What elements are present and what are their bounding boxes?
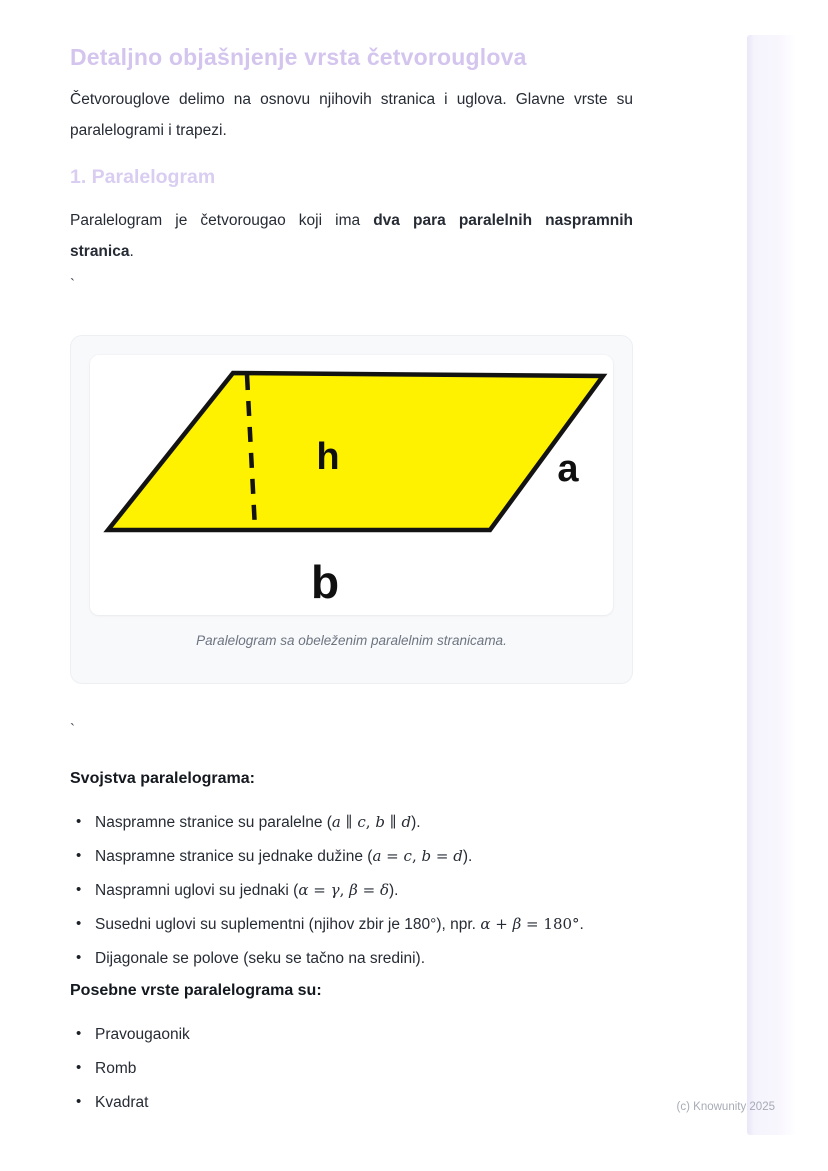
paragraph-line — [70, 205, 633, 236]
text-run: paralelogrami i trapezi. — [70, 122, 227, 139]
bullet-text — [95, 882, 398, 899]
section-heading-paralelogram: 1. Paralelogram — [70, 166, 216, 188]
bullet-item — [70, 1024, 633, 1045]
text-run: Pravougaonik — [95, 1026, 190, 1043]
figure-caption: Paralelogram sa obeleženim paralelnim stranicama. — [196, 633, 507, 648]
bullet-text — [95, 1026, 190, 1043]
bullet-text — [95, 1060, 136, 1077]
bullet-text — [95, 1094, 148, 1111]
bold-text: stranica — [70, 243, 130, 260]
bold-text: dva para paralelnih naspramnih — [373, 212, 633, 229]
bullet-text — [95, 848, 472, 865]
text-run: Romb — [95, 1060, 137, 1077]
figure-image — [90, 355, 613, 615]
bullet-dot: • — [76, 1093, 82, 1110]
bullet-text — [95, 950, 425, 967]
bullet-text — [95, 814, 421, 831]
text-run: Naspramne stranice su paralelne ( — [95, 814, 332, 831]
bullet-dot: • — [76, 813, 82, 830]
text-run: Naspramne stranice su jednake dužine ( — [95, 848, 373, 865]
text-run: Četvorouglove delimo na osnovu njihovih stranica i uglova. Glavne vrste su — [70, 91, 633, 108]
bullet-item — [70, 1058, 633, 1079]
text-run: . — [129, 243, 134, 260]
parallelogram-diagram — [90, 355, 613, 615]
bullet-dot: • — [76, 949, 82, 966]
lead-paragraph — [70, 205, 633, 267]
bullet-dot: • — [76, 1059, 82, 1076]
stray-backtick: ` — [70, 721, 75, 738]
text-run: ). — [462, 848, 473, 865]
bullet-dot: • — [76, 847, 82, 864]
text-run: ). — [388, 882, 399, 899]
properties-list — [70, 812, 633, 969]
page-title: Detaljno objašnjenje vrsta četvorouglova — [70, 44, 527, 70]
bullet-item — [70, 1092, 633, 1113]
paragraph-line — [70, 84, 633, 115]
text-run: Paralelogram je četvorougao koji ima — [70, 212, 374, 229]
text-run: . — [579, 916, 584, 933]
math-expression: a ∥ c, b ∥ d — [331, 813, 412, 831]
label-a: a — [557, 448, 579, 490]
bullet-dot: • — [76, 881, 82, 898]
figure-card — [70, 335, 633, 684]
intro-paragraph — [70, 84, 633, 146]
text-run: Dijagonale se polove (seku se tačno na sredini). — [95, 950, 425, 967]
special-list — [70, 1024, 633, 1113]
stray-backtick: ` — [70, 276, 75, 293]
label-b: b — [310, 556, 340, 608]
bullet-item — [70, 880, 633, 901]
document-content — [70, 44, 633, 1126]
bullet-item — [70, 948, 633, 969]
special-heading: Posebne vrste paralelograma su: — [70, 982, 322, 999]
text-run: Kvadrat — [95, 1094, 149, 1111]
text-run: Naspramni uglovi su jednaki ( — [95, 882, 299, 899]
bullet-item — [70, 812, 633, 833]
page-edge-strip — [747, 35, 795, 1135]
text-run: ). — [411, 814, 421, 831]
label-h: h — [316, 436, 340, 478]
bullet-text — [95, 916, 584, 933]
math-expression: α = γ, β = δ — [298, 881, 389, 899]
paragraph-line — [70, 236, 633, 267]
math-expression: α + β = 180° — [480, 915, 580, 933]
properties-heading: Svojstva paralelograma: — [70, 770, 255, 787]
footer-credit: (c) Knowunity 2025 — [676, 1101, 775, 1113]
math-expression: a = c, b = d — [372, 847, 463, 865]
text-run: Susedni uglovi su suplementni (njihov zbir je 180°), npr. — [95, 916, 481, 933]
bullet-item — [70, 846, 633, 867]
bullet-item — [70, 914, 633, 935]
paragraph-line — [70, 115, 633, 146]
parallelogram-shape — [108, 373, 603, 530]
bullet-dot: • — [76, 1025, 82, 1042]
bullet-dot: • — [76, 915, 82, 932]
